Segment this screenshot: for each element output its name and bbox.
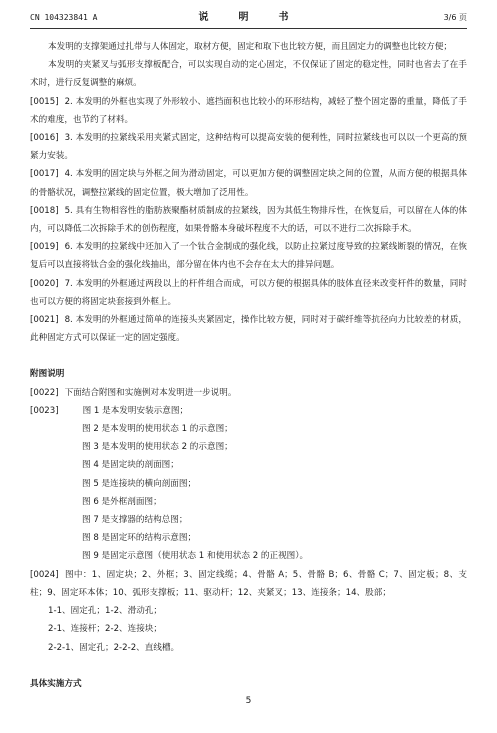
page-number: 5 xyxy=(245,696,252,706)
figure-caption: 图 8 是固定环的结构示意图； xyxy=(82,533,197,544)
page-header xyxy=(30,8,467,29)
paragraph: 本发明的支撑架通过扎带与人体固定，取材方便，固定和取下也比较方便，而且固定力的调整也比较方便； xyxy=(48,42,452,52)
paragraph: 本发明的夹紧叉与弧形支撑板配合，可以实现自动的定心固定，不仅保证了固定的稳定性，同时也省去了在手术时，进行反复调整的麻烦。 xyxy=(30,60,467,89)
paragraph-0017: [0017] 4. 本发明的固定块与外框之间为滑动固定，可以更加方便的调整固定块之间的位置，从而方便的根据具体的骨骼状况，调整拉紧线的固定位置，极大增加了泛用性。 xyxy=(30,169,467,198)
component-sub-list-item: 1-1、固定孔；1-2、滑动孔； xyxy=(48,606,163,617)
document-body xyxy=(30,38,467,693)
paragraph-0018: [0018] 5. 具有生物相容性的脂肪族聚酯材质制成的拉紧线，因为其低生物排斥性，在恢复后，可以留在人体的体内，可以降低二次拆除手术的创伤程度，如果骨骼本身破坏程度不大的话，可以不进行二次拆除手术。 xyxy=(30,205,467,235)
paragraph-0023: [0023] 图 1 是本发明安装示意图； xyxy=(30,405,189,416)
figure-caption: 图 5 是连接块的横向剖面图； xyxy=(82,478,197,489)
figure-caption: 图 7 是支撑器的结构总图； xyxy=(82,515,188,526)
document-title: 说 明 书 xyxy=(198,12,299,23)
paragraph-0016: [0016] 3. 本发明的拉紧线采用夹紧式固定，这种结构可以提高安装的便利性，同时拉紧线也可以以一个更高的预紧力安装。 xyxy=(30,133,467,162)
section-heading-embodiment: 具体实施方式 xyxy=(30,678,82,689)
figure-caption: 图 2 是本发明的使用状态 1 的示意图； xyxy=(82,424,233,435)
figure-caption: 图 6 是外框剖面图； xyxy=(82,496,162,507)
paragraph-0021: [0021] 8. 本发明的外框通过简单的连接头夹紧固定，操作比较方便，同时对于碳纤维等抗径向力比较差的材质，此种固定方式可以保证一定的固定强度。 xyxy=(30,315,467,344)
paragraph-0022: [0022] 下面结合附图和实施例对本发明进一步说明。 xyxy=(30,387,237,398)
paragraph-0019: [0019] 6. 本发明的拉紧线中还加入了一个钛合金制成的强化线，以防止拉紧过度导致的拉紧线断裂的情况，在恢复后可以直接将钛合金的强化线抽出，部分留在体内也不会存在太大的排异问题。 xyxy=(30,242,467,271)
page-indicator: 3/6 页 xyxy=(443,13,467,22)
paragraph-0020: [0020] 7. 本发明的外框通过两段以上的杆件组合而成，可以方便的根据具体的肢体直径来改变杆件的数量，同时也可以方便的将固定块套接到外框上。 xyxy=(30,278,467,307)
paragraph-0024: [0024] 图中：1、固定块；2、外框；3、固定线缆；4、骨骼 A；5、骨骼 B；6、骨骼 C；7、固定板；8、支柱；9、固定环本体；10、弧形支撑板；11、驱动杆；12、夹紧叉；13、连接条；14、股部； xyxy=(30,569,467,598)
paragraph-0015: [0015] 2. 本发明的外框也实现了外形较小、遮挡面积也比较小的环形结构，减轻了整个固定器的重量，降低了手术的难度，也节约了材料。 xyxy=(30,96,467,125)
component-sub-list-item: 2-1、连接杆；2-2、连接块； xyxy=(48,624,163,635)
figure-caption: 图 9 是固定示意图（使用状态 1 和使用状态 2 的正视图）。 xyxy=(82,551,309,562)
section-heading-figures: 附图说明 xyxy=(30,369,65,380)
patent-number: CN 104323841 A xyxy=(30,13,98,22)
component-sub-list-item: 2-2-1、固定孔；2-2-2、直线槽。 xyxy=(48,642,180,653)
figure-caption: 图 4 是固定块的剖面图； xyxy=(82,460,179,471)
figure-caption: 图 3 是本发明的使用状态 2 的示意图； xyxy=(82,442,233,453)
